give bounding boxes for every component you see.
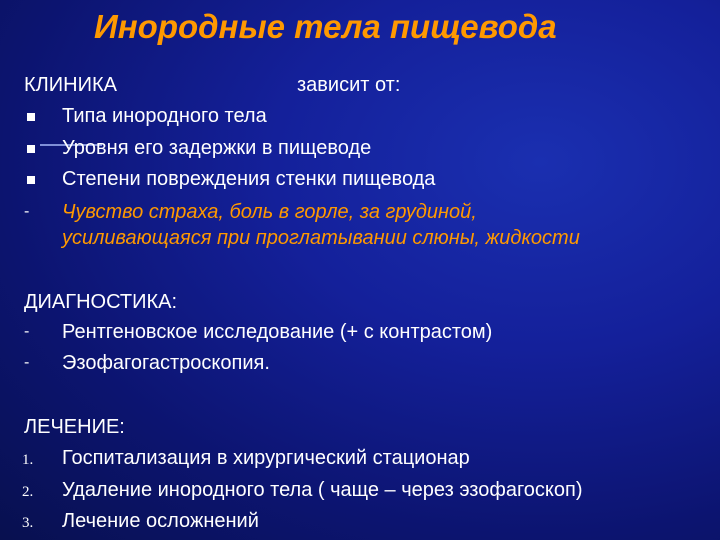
treatment-number: 3. bbox=[22, 515, 34, 531]
diagnostics-item: Эзофагогастроскопия. bbox=[62, 352, 270, 374]
clinic-heading: КЛИНИКА bbox=[24, 74, 117, 96]
bullet-square-icon bbox=[27, 145, 35, 153]
diagnostics-item: Рентгеновское исследование (+ с контрастом) bbox=[62, 321, 493, 343]
diagnostics-marker: - bbox=[24, 354, 30, 371]
treatment-number: 2. bbox=[22, 484, 34, 500]
treatment-number: 1. bbox=[22, 452, 34, 468]
clinic-depends-label: зависит от: bbox=[297, 74, 401, 96]
treatment-item: Госпитализация в хирургический стационар bbox=[62, 447, 470, 469]
diagnostics-heading: ДИАГНОСТИКА: bbox=[24, 291, 178, 313]
clinic-bullet: Типа инородного тела bbox=[62, 105, 267, 127]
symptom-marker: - bbox=[24, 203, 30, 220]
symptom-line: усиливающаяся при проглатывании слюны, жидкости bbox=[62, 227, 580, 249]
treatment-item: Удаление инородного тела ( чаще – через эзофагоскоп) bbox=[62, 479, 583, 501]
bullet-square-icon bbox=[27, 176, 35, 184]
clinic-bullet: Степени повреждения стенки пищевода bbox=[62, 168, 436, 190]
clinic-bullet: Уровня его задержки в пищеводе bbox=[62, 137, 372, 159]
symptom-line: Чувство страха, боль в горле, за грудиной, bbox=[62, 201, 477, 223]
treatment-heading: ЛЕЧЕНИЕ: bbox=[24, 416, 125, 438]
bullet-square-icon bbox=[27, 113, 35, 121]
diagnostics-marker: - bbox=[24, 323, 30, 340]
treatment-item: Лечение осложнений bbox=[62, 510, 259, 532]
slide-title: Инородные тела пищевода bbox=[94, 8, 557, 45]
